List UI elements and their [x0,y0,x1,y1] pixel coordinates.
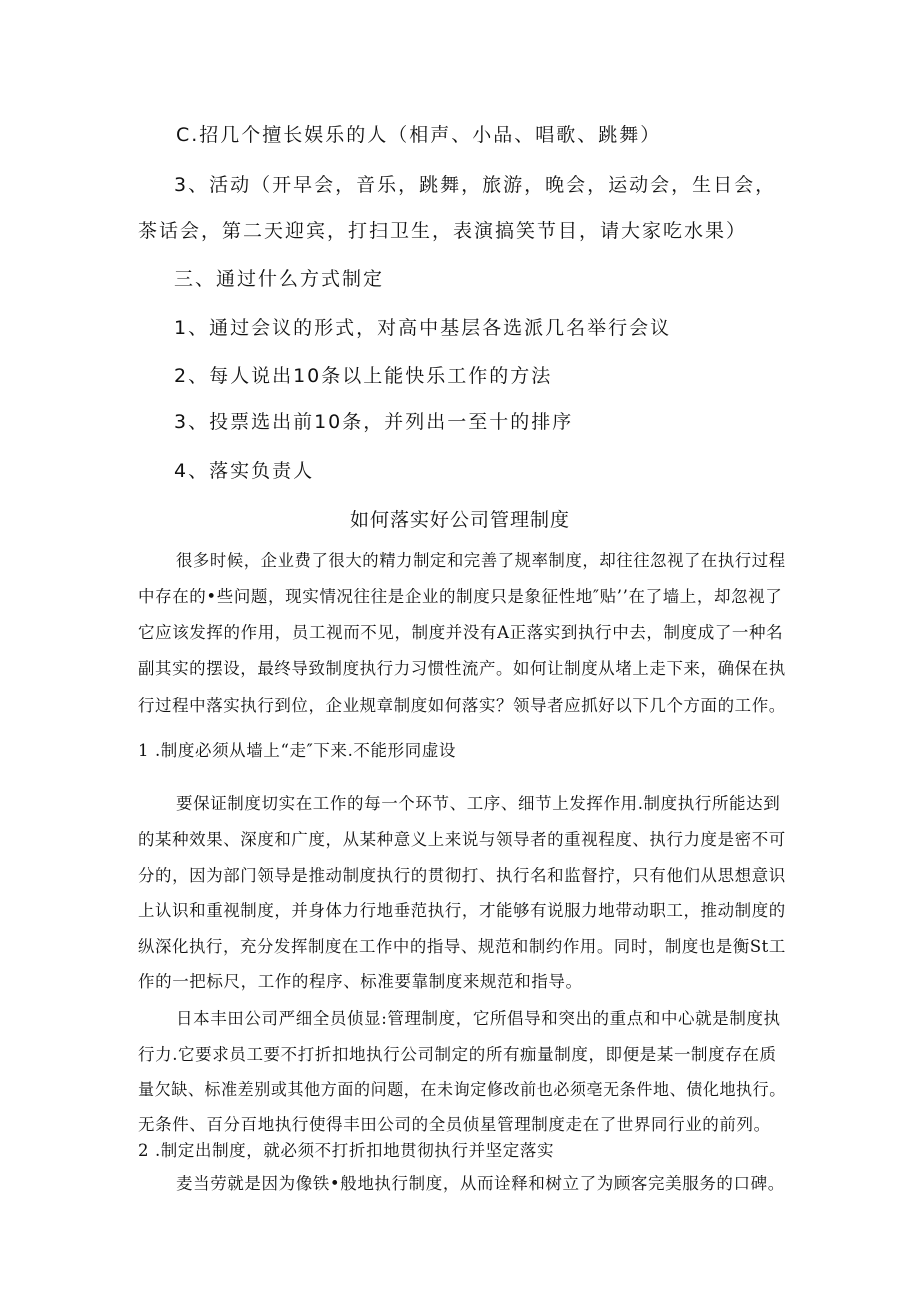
activity-item-line-1: 3、活动（开早会，音乐，跳舞，旅游，晚会，运动会，生日会， [174,174,777,196]
section-heading-three: 三、通过什么方式制定 [174,268,385,290]
intro-line-3: 它应该发挥的作用，员工视而不见，制度并没有A正落实到执行中去，制度成了一种名 [138,623,784,642]
point-2-heading: 2 .制定出制度，就必须不打折扣地贯彻执行并坚定落实 [138,1141,555,1160]
point-2-para-1-line-1: 麦当劳就是因为像铁•般地执行制度，从而诠释和树立了为顾客完美服务的口碑。 [176,1174,785,1193]
intro-line-5: 行过程中落实执行到位，企业规章制度如何落实？领导者应抓好以下几个方面的工作。 [138,696,786,715]
point-1-para-2-line-2: 行力.它要求员工要不打折扣地执行公司制定的所有痂量制度，即便是某一制度存在质 [138,1045,777,1064]
activity-item-line-2: 茶话会，第二天迎宾，打扫卫生，表演搞笑节目，请大家吃水果） [138,220,748,242]
intro-line-1: 很多时候，企业费了很大的精力制定和完善了规率制度，却往往忽视了在执行过程 [176,551,786,570]
point-1-para-1-line-3: 分的，因为部门领导是推动制度执行的贯彻打、执行名和监督拧，只有他们从思想意识 [138,866,786,885]
point-1-heading: 1 .制度必须从墙上“走″下来.不能形同虚设 [138,741,457,760]
point-1-para-1-line-4: 上认识和重视制度，并身体力行地垂范执行，才能够有说服力地带动职工，推动制度的 [138,901,786,920]
list-item-c: C.招几个擅长娱乐的人（相声、小品、唱歌、跳舞） [176,124,662,146]
step-item-1: 1、通过会议的形式，对高中基层各选派几名举行会议 [174,317,672,339]
point-1-para-1-line-6: 作的一把标尺，工作的程序、标准要靠制度来规范和指导。 [138,972,583,991]
step-item-3: 3、投票选出前10条，并列出一至十的排序 [174,411,574,433]
step-item-4: 4、落实负责人 [174,460,315,482]
article-title: 如何落实好公司管理制度 [349,509,570,531]
point-1-para-2-line-1: 日本丰田公司严细全员侦显:管理制度，它所倡导和突出的重点和中心就是制度执 [176,1009,781,1028]
intro-line-4: 副其实的摆设，最终导致制度执行力习惯性流产。如何让制度从堵上走下来，确保在执 [138,659,786,678]
point-1-para-1-line-5: 纵深化执行，充分发挥制度在工作中的指导、规范和制约作用。同时，制度也是衡St工 [138,937,786,956]
point-1-para-2-line-4: 无条件、百分百地执行使得丰田公司的全员侦星管理制度走在了世界同行业的前列。 [138,1115,771,1134]
point-1-para-1-line-2: 的某种效果、深度和广度，从某种意义上来说与领导者的重视程度、执行力度是密不可 [138,830,786,849]
point-1-para-2-line-3: 量欠缺、标准差别或其他方面的问题，在未询定修改前也必须亳无条件地、债化地执行。 [138,1080,786,1099]
intro-line-2: 中存在的•些问题，现实情况往往是企业的制度只是象征性地″贴’’在了墙上，却忽视了 [138,587,783,606]
point-1-para-1-line-1: 要保证制度切实在工作的每一个环节、工序、细节上发挥作用.制度执行所能达到 [176,794,781,813]
step-item-2: 2、每人说出10条以上能快乐工作的方法 [174,365,553,387]
